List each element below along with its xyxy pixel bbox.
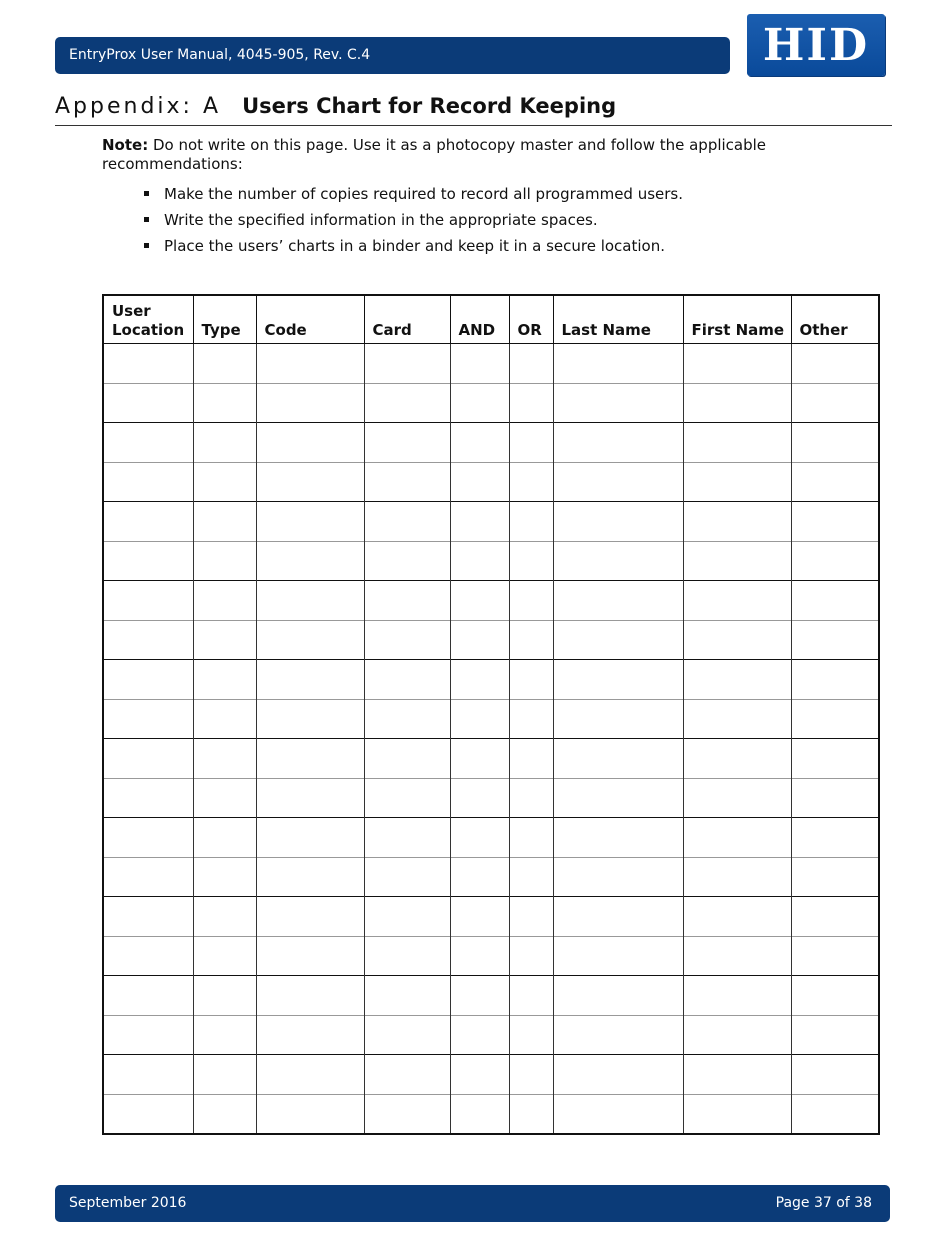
empty-cell	[791, 502, 879, 542]
table-row	[103, 1094, 879, 1134]
empty-cell	[103, 660, 193, 700]
empty-cell	[509, 1094, 553, 1134]
empty-cell	[791, 383, 879, 423]
table-row	[103, 778, 879, 818]
empty-cell	[791, 818, 879, 858]
empty-cell	[256, 541, 364, 581]
empty-cell	[450, 818, 509, 858]
empty-cell	[553, 1015, 683, 1055]
empty-cell	[683, 660, 791, 700]
empty-cell	[553, 660, 683, 700]
empty-cell	[683, 1094, 791, 1134]
empty-cell	[553, 344, 683, 384]
empty-cell	[450, 344, 509, 384]
empty-cell	[450, 462, 509, 502]
empty-cell	[193, 1094, 256, 1134]
empty-cell	[791, 1094, 879, 1134]
empty-cell	[256, 344, 364, 384]
empty-cell	[509, 344, 553, 384]
empty-cell	[450, 423, 509, 463]
empty-cell	[364, 502, 450, 542]
empty-cell	[256, 699, 364, 739]
empty-cell	[193, 462, 256, 502]
empty-cell	[364, 1015, 450, 1055]
empty-cell	[256, 1015, 364, 1055]
column-header-and: AND	[450, 295, 509, 344]
empty-cell	[683, 1055, 791, 1095]
empty-cell	[509, 620, 553, 660]
header-bar	[55, 37, 730, 74]
empty-cell	[683, 344, 791, 384]
empty-cell	[509, 778, 553, 818]
empty-cell	[683, 462, 791, 502]
empty-cell	[553, 857, 683, 897]
empty-cell	[553, 1094, 683, 1134]
empty-cell	[256, 857, 364, 897]
empty-cell	[791, 581, 879, 621]
empty-cell	[553, 818, 683, 858]
empty-cell	[103, 383, 193, 423]
empty-cell	[364, 857, 450, 897]
table-row	[103, 699, 879, 739]
empty-cell	[791, 660, 879, 700]
empty-cell	[256, 660, 364, 700]
empty-cell	[364, 739, 450, 779]
empty-cell	[509, 1015, 553, 1055]
column-header-type: Type	[193, 295, 256, 344]
empty-cell	[509, 1055, 553, 1095]
empty-cell	[103, 1094, 193, 1134]
empty-cell	[193, 699, 256, 739]
empty-cell	[256, 581, 364, 621]
table-row	[103, 660, 879, 700]
empty-cell	[256, 423, 364, 463]
empty-cell	[103, 936, 193, 976]
empty-cell	[683, 818, 791, 858]
empty-cell	[683, 857, 791, 897]
empty-cell	[103, 502, 193, 542]
empty-cell	[193, 502, 256, 542]
table-row	[103, 1015, 879, 1055]
empty-cell	[683, 620, 791, 660]
empty-cell	[509, 936, 553, 976]
empty-cell	[509, 818, 553, 858]
empty-cell	[791, 739, 879, 779]
empty-cell	[103, 778, 193, 818]
empty-cell	[450, 778, 509, 818]
empty-cell	[193, 1055, 256, 1095]
empty-cell	[683, 581, 791, 621]
empty-cell	[364, 462, 450, 502]
empty-cell	[683, 778, 791, 818]
empty-cell	[791, 936, 879, 976]
column-header-code: Code	[256, 295, 364, 344]
empty-cell	[256, 936, 364, 976]
empty-cell	[193, 541, 256, 581]
empty-cell	[256, 502, 364, 542]
table-row	[103, 541, 879, 581]
empty-cell	[103, 857, 193, 897]
empty-cell	[193, 739, 256, 779]
empty-cell	[791, 778, 879, 818]
table-row	[103, 581, 879, 621]
empty-cell	[509, 581, 553, 621]
empty-cell	[256, 462, 364, 502]
empty-cell	[683, 897, 791, 937]
empty-cell	[256, 739, 364, 779]
empty-cell	[553, 699, 683, 739]
empty-cell	[791, 423, 879, 463]
empty-cell	[553, 383, 683, 423]
empty-cell	[256, 620, 364, 660]
empty-cell	[103, 976, 193, 1016]
empty-cell	[193, 976, 256, 1016]
empty-cell	[791, 857, 879, 897]
empty-cell	[256, 778, 364, 818]
empty-cell	[683, 936, 791, 976]
empty-cell	[364, 897, 450, 937]
empty-cell	[364, 778, 450, 818]
empty-cell	[509, 502, 553, 542]
empty-cell	[509, 739, 553, 779]
appendix-label: Appendix: A	[55, 94, 222, 119]
empty-cell	[103, 897, 193, 937]
empty-cell	[193, 423, 256, 463]
empty-cell	[553, 502, 683, 542]
empty-cell	[450, 739, 509, 779]
table-row	[103, 423, 879, 463]
empty-cell	[450, 1015, 509, 1055]
empty-cell	[450, 976, 509, 1016]
empty-cell	[364, 818, 450, 858]
empty-cell	[103, 581, 193, 621]
empty-cell	[553, 976, 683, 1016]
empty-cell	[683, 699, 791, 739]
empty-cell	[364, 383, 450, 423]
empty-cell	[193, 581, 256, 621]
column-header-card: Card	[364, 295, 450, 344]
empty-cell	[193, 936, 256, 976]
table-row	[103, 462, 879, 502]
logo-text: HID	[762, 19, 870, 71]
empty-cell	[509, 699, 553, 739]
empty-cell	[509, 462, 553, 502]
empty-cell	[553, 423, 683, 463]
empty-cell	[791, 344, 879, 384]
empty-cell	[450, 936, 509, 976]
empty-cell	[193, 897, 256, 937]
table-row	[103, 818, 879, 858]
empty-cell	[509, 976, 553, 1016]
empty-cell	[364, 541, 450, 581]
empty-cell	[193, 660, 256, 700]
note-paragraph	[102, 136, 862, 174]
empty-cell	[256, 897, 364, 937]
table-row	[103, 936, 879, 976]
section-heading	[55, 94, 892, 126]
empty-cell	[791, 620, 879, 660]
empty-cell	[791, 976, 879, 1016]
empty-cell	[450, 502, 509, 542]
empty-cell	[791, 462, 879, 502]
empty-cell	[553, 620, 683, 660]
empty-cell	[193, 344, 256, 384]
empty-cell	[791, 897, 879, 937]
empty-cell	[364, 1094, 450, 1134]
empty-cell	[683, 976, 791, 1016]
empty-cell	[256, 383, 364, 423]
empty-cell	[364, 1055, 450, 1095]
empty-cell	[364, 581, 450, 621]
empty-cell	[193, 383, 256, 423]
footer-bar	[55, 1185, 890, 1222]
empty-cell	[791, 541, 879, 581]
list-item: Place the users’ charts in a binder and keep it in a secure location.	[142, 236, 683, 262]
column-header-other: Other	[791, 295, 879, 344]
empty-cell	[553, 778, 683, 818]
column-header-last-name: Last Name	[553, 295, 683, 344]
empty-cell	[103, 423, 193, 463]
empty-cell	[193, 1015, 256, 1055]
empty-cell	[509, 857, 553, 897]
empty-cell	[553, 581, 683, 621]
table-body	[103, 344, 879, 1135]
empty-cell	[509, 423, 553, 463]
recommendation-list	[142, 184, 683, 262]
column-header-first-name: First Name	[683, 295, 791, 344]
hid-logo	[747, 14, 885, 76]
empty-cell	[509, 383, 553, 423]
empty-cell	[103, 541, 193, 581]
empty-cell	[256, 1094, 364, 1134]
empty-cell	[193, 857, 256, 897]
empty-cell	[683, 739, 791, 779]
empty-cell	[103, 1055, 193, 1095]
empty-cell	[791, 1015, 879, 1055]
footer-date: September 2016	[69, 1195, 187, 1211]
empty-cell	[553, 1055, 683, 1095]
table-header-row	[103, 295, 879, 344]
empty-cell	[364, 423, 450, 463]
empty-cell	[553, 462, 683, 502]
empty-cell	[364, 699, 450, 739]
empty-cell	[364, 936, 450, 976]
list-item: Write the specified information in the appropriate spaces.	[142, 210, 683, 236]
empty-cell	[683, 423, 791, 463]
empty-cell	[553, 541, 683, 581]
empty-cell	[450, 383, 509, 423]
empty-cell	[364, 620, 450, 660]
users-chart-table	[102, 294, 880, 1135]
note-label: Note:	[102, 136, 149, 154]
empty-cell	[450, 1094, 509, 1134]
empty-cell	[683, 1015, 791, 1055]
empty-cell	[103, 699, 193, 739]
table-row	[103, 976, 879, 1016]
column-header-or: OR	[509, 295, 553, 344]
empty-cell	[683, 541, 791, 581]
column-header-user-location: User Location	[103, 295, 193, 344]
empty-cell	[509, 541, 553, 581]
empty-cell	[256, 818, 364, 858]
table-row	[103, 502, 879, 542]
empty-cell	[450, 1055, 509, 1095]
empty-cell	[364, 660, 450, 700]
empty-cell	[364, 344, 450, 384]
empty-cell	[103, 462, 193, 502]
empty-cell	[553, 936, 683, 976]
table-row	[103, 344, 879, 384]
empty-cell	[103, 1015, 193, 1055]
empty-cell	[553, 739, 683, 779]
empty-cell	[683, 502, 791, 542]
list-item: Make the number of copies required to record all programmed users.	[142, 184, 683, 210]
section-title: Users Chart for Record Keeping	[242, 94, 617, 118]
table-row	[103, 620, 879, 660]
empty-cell	[103, 739, 193, 779]
empty-cell	[450, 897, 509, 937]
empty-cell	[450, 660, 509, 700]
empty-cell	[509, 897, 553, 937]
empty-cell	[193, 778, 256, 818]
empty-cell	[509, 660, 553, 700]
empty-cell	[193, 818, 256, 858]
empty-cell	[791, 1055, 879, 1095]
table-row	[103, 897, 879, 937]
empty-cell	[683, 383, 791, 423]
empty-cell	[103, 818, 193, 858]
empty-cell	[791, 699, 879, 739]
table-row	[103, 857, 879, 897]
table-row	[103, 1055, 879, 1095]
empty-cell	[103, 344, 193, 384]
empty-cell	[553, 897, 683, 937]
empty-cell	[450, 857, 509, 897]
footer-page-number: Page 37 of 38	[775, 1195, 872, 1211]
table-row	[103, 739, 879, 779]
empty-cell	[256, 976, 364, 1016]
table-row	[103, 383, 879, 423]
empty-cell	[450, 541, 509, 581]
empty-cell	[450, 699, 509, 739]
empty-cell	[450, 620, 509, 660]
empty-cell	[450, 581, 509, 621]
note-text: Do not write on this page. Use it as a photocopy master and follow the applicable recommendations:	[102, 136, 767, 173]
empty-cell	[193, 620, 256, 660]
empty-cell	[364, 976, 450, 1016]
empty-cell	[256, 1055, 364, 1095]
document-title: EntryProx User Manual, 4045-905, Rev. C.4	[69, 47, 371, 63]
empty-cell	[103, 620, 193, 660]
